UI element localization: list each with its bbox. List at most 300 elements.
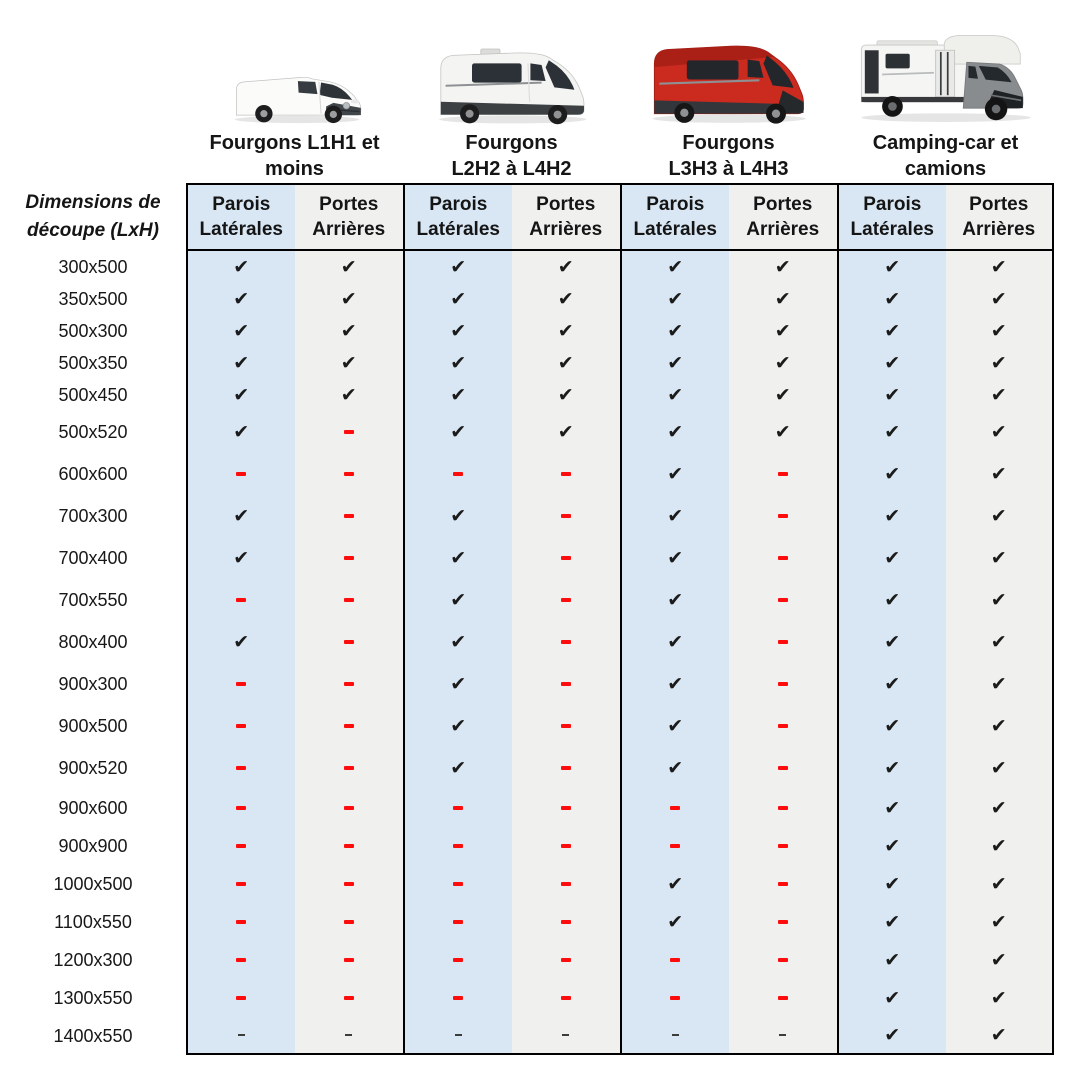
cell-600x600-l2h2-parois — [403, 453, 512, 495]
not-available-dash-icon — [344, 996, 354, 1000]
not-available-dash-icon — [453, 882, 463, 886]
not-available-dash-icon — [561, 844, 571, 848]
not-available-dash-icon — [344, 806, 354, 810]
check-icon: ✔ — [233, 420, 250, 443]
cell-500x300-l3h3-parois — [620, 315, 729, 347]
not-available-dash-icon — [453, 844, 463, 848]
check-icon: ✔ — [233, 319, 250, 342]
cell-900x520-cc-parois — [837, 747, 946, 789]
not-available-dash-icon — [344, 430, 354, 434]
cell-900x500-l3h3-portes — [729, 705, 838, 747]
cell-500x350-l2h2-parois — [403, 347, 512, 379]
cell-900x520-l3h3-parois — [620, 747, 729, 789]
row-dimension-label: 900x300 — [58, 673, 128, 694]
cell-1000x500-l2h2-parois — [403, 865, 512, 903]
cell-700x550-cc-parois — [837, 579, 946, 621]
row-dimension-label: 700x550 — [58, 589, 128, 610]
header-l2h2-portes: Portes Arrières — [512, 183, 621, 251]
cell-500x350-cc-portes — [946, 347, 1055, 379]
cell-1300x550-cc-portes — [946, 979, 1055, 1017]
check-icon: ✔ — [557, 319, 574, 342]
cell-1400x550-l3h3-portes — [729, 1017, 838, 1055]
not-available-dash-icon — [453, 472, 463, 476]
cell-700x400-l3h3-parois — [620, 537, 729, 579]
check-icon: ✔ — [667, 630, 684, 653]
group-header-cc — [837, 4, 1054, 185]
check-icon: ✔ — [233, 504, 250, 527]
vehicle-header-row — [0, 4, 1080, 183]
check-icon: ✔ — [667, 462, 684, 485]
cell-500x450-l3h3-parois — [620, 379, 729, 411]
cell-500x350-l3h3-portes — [729, 347, 838, 379]
not-available-dash-icon — [778, 556, 788, 560]
cell-600x600-cc-portes — [946, 453, 1055, 495]
check-icon: ✔ — [884, 756, 901, 779]
cell-900x500-l2h2-parois — [403, 705, 512, 747]
cell-900x520-l1h1-portes — [295, 747, 404, 789]
check-icon: ✔ — [990, 986, 1007, 1009]
cell-500x450-l1h1-portes — [295, 379, 404, 411]
row-dimension-label: 350x500 — [58, 288, 128, 309]
check-icon: ✔ — [450, 630, 467, 653]
row-dimension-label: 1100x550 — [54, 911, 132, 932]
not-available-dash-icon — [236, 682, 246, 686]
not-available-dash-icon — [561, 598, 571, 602]
check-icon: ✔ — [667, 287, 684, 310]
cell-800x400-l1h1-parois — [186, 621, 295, 663]
not-available-dash-icon — [561, 806, 571, 810]
check-icon: ✔ — [667, 756, 684, 779]
cell-700x550-cc-portes — [946, 579, 1055, 621]
cell-500x300-l1h1-parois — [186, 315, 295, 347]
check-icon: ✔ — [557, 351, 574, 374]
cell-1200x300-l2h2-parois — [403, 941, 512, 979]
cell-1200x300-l3h3-parois — [620, 941, 729, 979]
check-icon: ✔ — [884, 504, 901, 527]
cell-1100x550-cc-parois — [837, 903, 946, 941]
not-available-dash-icon — [344, 514, 354, 518]
row-dimension-label: 900x520 — [58, 757, 128, 778]
cell-800x400-cc-portes — [946, 621, 1055, 663]
cell-700x300-l3h3-portes — [729, 495, 838, 537]
header-l3h3-portes: Portes Arrières — [729, 183, 838, 251]
cell-500x520-l1h1-parois — [186, 411, 295, 453]
not-available-dash-icon — [778, 724, 788, 728]
cell-500x520-cc-portes — [946, 411, 1055, 453]
row-dimension-label: 500x520 — [58, 421, 128, 442]
check-icon: ✔ — [233, 351, 250, 374]
not-available-dash-icon — [778, 806, 788, 810]
not-available-dash-icon — [561, 640, 571, 644]
cell-600x600-l2h2-portes — [512, 453, 621, 495]
cell-900x900-l2h2-parois — [403, 827, 512, 865]
check-icon: ✔ — [990, 546, 1007, 569]
cell-600x600-cc-parois — [837, 453, 946, 495]
check-icon: ✔ — [450, 255, 467, 278]
high-roof-red-van-icon — [641, 4, 816, 126]
cell-700x400-l1h1-parois — [186, 537, 295, 579]
check-icon: ✔ — [990, 672, 1007, 695]
check-icon: ✔ — [450, 546, 467, 569]
cell-500x450-cc-portes — [946, 379, 1055, 411]
cell-350x500-l1h1-parois — [186, 283, 295, 315]
check-icon: ✔ — [233, 630, 250, 653]
group-name-l2h2: Fourgons L2H2 à L4H2 — [451, 132, 572, 180]
cell-350x500-l3h3-parois — [620, 283, 729, 315]
cell-300x500-l3h3-portes — [729, 251, 838, 283]
cell-1100x550-l1h1-portes — [295, 903, 404, 941]
cell-1300x550-l2h2-parois — [403, 979, 512, 1017]
not-available-dash-icon — [344, 472, 354, 476]
check-icon: ✔ — [884, 255, 901, 278]
cell-700x550-l1h1-parois — [186, 579, 295, 621]
not-available-dash-icon — [236, 844, 246, 848]
cell-300x500-l2h2-portes — [512, 251, 621, 283]
not-available-dash-icon — [561, 882, 571, 886]
group-name-cc: Camping-car et camions — [872, 132, 1019, 180]
check-icon: ✔ — [340, 383, 357, 406]
not-available-dash-icon — [344, 882, 354, 886]
check-icon: ✔ — [450, 420, 467, 443]
check-icon: ✔ — [340, 351, 357, 374]
cell-500x300-cc-portes — [946, 315, 1055, 347]
cell-1100x550-cc-portes — [946, 903, 1055, 941]
check-icon: ✔ — [667, 504, 684, 527]
check-icon: ✔ — [990, 796, 1007, 819]
check-icon: ✔ — [884, 546, 901, 569]
cell-700x300-cc-parois — [837, 495, 946, 537]
check-icon: ✔ — [990, 287, 1007, 310]
cell-700x550-l3h3-parois — [620, 579, 729, 621]
cell-1200x300-l1h1-portes — [295, 941, 404, 979]
check-icon: ✔ — [990, 714, 1007, 737]
compatibility-table — [0, 183, 1080, 1055]
cell-900x500-cc-parois — [837, 705, 946, 747]
cell-500x350-l1h1-portes — [295, 347, 404, 379]
check-icon: ✔ — [774, 319, 791, 342]
cell-700x300-l2h2-portes — [512, 495, 621, 537]
header-l1h1-parois: Parois Latérales — [186, 183, 295, 251]
not-available-dash-icon — [561, 556, 571, 560]
group-name-l1h1: Fourgons L1H1 et moins — [209, 132, 380, 180]
cell-900x520-l1h1-parois — [186, 747, 295, 789]
cell-900x520-l2h2-portes — [512, 747, 621, 789]
cell-1100x550-l3h3-parois — [620, 903, 729, 941]
cell-350x500-l1h1-portes — [295, 283, 404, 315]
check-icon: ✔ — [450, 672, 467, 695]
cell-900x300-cc-portes — [946, 663, 1055, 705]
cell-700x400-cc-portes — [946, 537, 1055, 579]
cell-1300x550-cc-parois — [837, 979, 946, 1017]
cell-1000x500-cc-parois — [837, 865, 946, 903]
not-available-dash-icon — [236, 766, 246, 770]
cell-600x600-l1h1-parois — [186, 453, 295, 495]
cell-350x500-l2h2-portes — [512, 283, 621, 315]
check-icon: ✔ — [884, 796, 901, 819]
check-icon: ✔ — [990, 834, 1007, 857]
check-icon: ✔ — [884, 420, 901, 443]
check-icon: ✔ — [450, 504, 467, 527]
top-left-spacer — [0, 4, 186, 185]
not-available-dash-icon — [561, 920, 571, 924]
cell-300x500-l1h1-parois — [186, 251, 295, 283]
check-icon: ✔ — [450, 319, 467, 342]
cell-900x600-l1h1-parois — [186, 789, 295, 827]
not-available-dash-icon — [561, 514, 571, 518]
header-cc-parois: Parois Latérales — [837, 183, 946, 251]
row-dimension-label: 900x900 — [58, 835, 128, 856]
check-icon: ✔ — [340, 255, 357, 278]
check-icon: ✔ — [450, 287, 467, 310]
cell-900x900-l1h1-parois — [186, 827, 295, 865]
check-icon: ✔ — [340, 287, 357, 310]
cell-900x500-l2h2-portes — [512, 705, 621, 747]
check-icon: ✔ — [233, 255, 250, 278]
cell-700x400-l1h1-portes — [295, 537, 404, 579]
check-icon: ✔ — [340, 319, 357, 342]
cell-700x300-l3h3-parois — [620, 495, 729, 537]
not-available-dash-icon — [344, 556, 354, 560]
check-icon: ✔ — [774, 351, 791, 374]
not-available-dash-icon — [344, 766, 354, 770]
cell-500x520-l1h1-portes — [295, 411, 404, 453]
check-icon: ✔ — [667, 910, 684, 933]
check-icon: ✔ — [233, 383, 250, 406]
not-available-dash-icon — [561, 996, 571, 1000]
cell-900x500-l1h1-parois — [186, 705, 295, 747]
group-header-l1h1 — [186, 4, 403, 185]
cell-900x300-l3h3-parois — [620, 663, 729, 705]
cell-500x450-l2h2-parois — [403, 379, 512, 411]
motorhome-icon — [851, 4, 1041, 126]
cell-300x500-l1h1-portes — [295, 251, 404, 283]
cell-900x600-l2h2-parois — [403, 789, 512, 827]
cell-1400x550-cc-portes — [946, 1017, 1055, 1055]
check-icon: ✔ — [884, 319, 901, 342]
check-icon: ✔ — [884, 287, 901, 310]
cell-900x520-cc-portes — [946, 747, 1055, 789]
check-icon: ✔ — [667, 588, 684, 611]
check-icon: ✔ — [450, 383, 467, 406]
cell-500x300-l1h1-portes — [295, 315, 404, 347]
check-icon: ✔ — [884, 948, 901, 971]
check-icon: ✔ — [884, 834, 901, 857]
row-dimension-label: 500x350 — [58, 352, 128, 373]
cell-500x520-l2h2-parois — [403, 411, 512, 453]
row-dimension-label: 800x400 — [58, 631, 128, 652]
check-icon: ✔ — [990, 462, 1007, 485]
check-icon: ✔ — [450, 714, 467, 737]
check-icon: ✔ — [884, 672, 901, 695]
cell-800x400-l2h2-portes — [512, 621, 621, 663]
cell-900x300-l2h2-portes — [512, 663, 621, 705]
not-available-dash-icon — [778, 640, 788, 644]
check-icon: ✔ — [667, 872, 684, 895]
cell-1200x300-cc-portes — [946, 941, 1055, 979]
not-available-dash-icon — [236, 724, 246, 728]
cell-350x500-l3h3-portes — [729, 283, 838, 315]
cell-500x520-l3h3-portes — [729, 411, 838, 453]
cell-350x500-cc-portes — [946, 283, 1055, 315]
cell-900x900-cc-parois — [837, 827, 946, 865]
cell-900x520-l3h3-portes — [729, 747, 838, 789]
check-icon: ✔ — [884, 588, 901, 611]
not-available-dash-icon — [778, 472, 788, 476]
cell-700x300-l1h1-parois — [186, 495, 295, 537]
not-available-dash-icon — [670, 806, 680, 810]
cell-1100x550-l1h1-parois — [186, 903, 295, 941]
row-dimension-label: 1200x300 — [53, 949, 133, 970]
not-available-dash-icon — [344, 640, 354, 644]
check-icon: ✔ — [667, 383, 684, 406]
check-icon: ✔ — [990, 420, 1007, 443]
cell-1300x550-l1h1-portes — [295, 979, 404, 1017]
row-dimension-label: 900x600 — [58, 797, 128, 818]
group-header-l2h2 — [403, 4, 620, 185]
check-icon: ✔ — [990, 255, 1007, 278]
cell-1100x550-l3h3-portes — [729, 903, 838, 941]
cell-900x600-l3h3-parois — [620, 789, 729, 827]
check-icon: ✔ — [884, 910, 901, 933]
cell-1400x550-l1h1-portes — [295, 1017, 404, 1055]
not-available-dash-icon — [236, 958, 246, 962]
cell-900x300-l3h3-portes — [729, 663, 838, 705]
cell-500x450-l2h2-portes — [512, 379, 621, 411]
cell-1300x550-l3h3-parois — [620, 979, 729, 1017]
check-icon: ✔ — [774, 383, 791, 406]
row-dimension-label: 1400x550 — [53, 1025, 133, 1046]
check-icon: ✔ — [990, 910, 1007, 933]
not-available-dash-icon — [453, 920, 463, 924]
check-icon: ✔ — [990, 588, 1007, 611]
cell-900x520-l2h2-parois — [403, 747, 512, 789]
cell-1100x550-l2h2-portes — [512, 903, 621, 941]
check-icon: ✔ — [667, 546, 684, 569]
row-dimension-label: 1300x550 — [53, 987, 133, 1008]
cell-500x350-cc-parois — [837, 347, 946, 379]
not-available-dash-icon — [561, 682, 571, 686]
group-header-l3h3 — [620, 4, 837, 185]
cell-1400x550-l1h1-parois — [186, 1017, 295, 1055]
cell-500x450-l1h1-parois — [186, 379, 295, 411]
cell-500x450-l3h3-portes — [729, 379, 838, 411]
cell-500x350-l1h1-parois — [186, 347, 295, 379]
check-icon: ✔ — [557, 287, 574, 310]
not-available-dash-icon — [670, 958, 680, 962]
cell-800x400-l1h1-portes — [295, 621, 404, 663]
header-l3h3-parois: Parois Latérales — [620, 183, 729, 251]
cell-500x520-l3h3-parois — [620, 411, 729, 453]
muted-dash-icon — [672, 1034, 679, 1036]
not-available-dash-icon — [561, 472, 571, 476]
row-dimension-label: 900x500 — [58, 715, 128, 736]
group-name-l3h3: Fourgons L3H3 à L4H3 — [668, 132, 789, 180]
check-icon: ✔ — [990, 630, 1007, 653]
cell-900x900-l1h1-portes — [295, 827, 404, 865]
cell-900x300-l1h1-portes — [295, 663, 404, 705]
check-icon: ✔ — [667, 714, 684, 737]
check-icon: ✔ — [774, 287, 791, 310]
cell-700x400-l2h2-portes — [512, 537, 621, 579]
not-available-dash-icon — [778, 766, 788, 770]
check-icon: ✔ — [990, 319, 1007, 342]
cell-1000x500-l3h3-portes — [729, 865, 838, 903]
not-available-dash-icon — [778, 598, 788, 602]
cell-350x500-l2h2-parois — [403, 283, 512, 315]
cell-500x520-cc-parois — [837, 411, 946, 453]
cell-1200x300-l2h2-portes — [512, 941, 621, 979]
not-available-dash-icon — [670, 844, 680, 848]
check-icon: ✔ — [667, 351, 684, 374]
cell-900x600-l2h2-portes — [512, 789, 621, 827]
row-dimension-label: 600x600 — [58, 463, 128, 484]
not-available-dash-icon — [344, 598, 354, 602]
cell-1100x550-l2h2-parois — [403, 903, 512, 941]
cell-600x600-l3h3-portes — [729, 453, 838, 495]
cell-700x400-l3h3-portes — [729, 537, 838, 579]
check-icon: ✔ — [884, 1023, 901, 1046]
header-l2h2-parois: Parois Latérales — [403, 183, 512, 251]
check-icon: ✔ — [884, 462, 901, 485]
cell-1000x500-l2h2-portes — [512, 865, 621, 903]
cell-900x300-l2h2-parois — [403, 663, 512, 705]
not-available-dash-icon — [453, 806, 463, 810]
not-available-dash-icon — [344, 920, 354, 924]
row-dimension-label: 300x500 — [58, 256, 128, 277]
check-icon: ✔ — [990, 351, 1007, 374]
check-icon: ✔ — [450, 756, 467, 779]
cell-800x400-l3h3-portes — [729, 621, 838, 663]
cell-500x300-cc-parois — [837, 315, 946, 347]
cell-900x300-cc-parois — [837, 663, 946, 705]
not-available-dash-icon — [778, 920, 788, 924]
cell-700x550-l2h2-parois — [403, 579, 512, 621]
cell-1300x550-l1h1-parois — [186, 979, 295, 1017]
check-icon: ✔ — [884, 351, 901, 374]
not-available-dash-icon — [561, 766, 571, 770]
cell-700x300-cc-portes — [946, 495, 1055, 537]
not-available-dash-icon — [670, 996, 680, 1000]
cell-1000x500-l1h1-parois — [186, 865, 295, 903]
not-available-dash-icon — [236, 920, 246, 924]
cell-900x600-cc-parois — [837, 789, 946, 827]
header-l1h1-portes: Portes Arrières — [295, 183, 404, 251]
check-icon: ✔ — [884, 383, 901, 406]
not-available-dash-icon — [344, 958, 354, 962]
cell-500x350-l2h2-portes — [512, 347, 621, 379]
cell-700x550-l3h3-portes — [729, 579, 838, 621]
cell-1400x550-cc-parois — [837, 1017, 946, 1055]
cell-900x600-l1h1-portes — [295, 789, 404, 827]
check-icon: ✔ — [990, 872, 1007, 895]
cell-1000x500-l3h3-parois — [620, 865, 729, 903]
check-icon: ✔ — [557, 420, 574, 443]
check-icon: ✔ — [990, 756, 1007, 779]
check-icon: ✔ — [884, 872, 901, 895]
not-available-dash-icon — [561, 724, 571, 728]
not-available-dash-icon — [778, 996, 788, 1000]
cell-900x500-cc-portes — [946, 705, 1055, 747]
muted-dash-icon — [562, 1034, 569, 1036]
cell-300x500-cc-portes — [946, 251, 1055, 283]
cell-500x350-l3h3-parois — [620, 347, 729, 379]
row-dimension-label: 1000x500 — [53, 873, 133, 894]
high-roof-white-van-icon — [428, 4, 596, 126]
muted-dash-icon — [238, 1034, 245, 1036]
not-available-dash-icon — [561, 958, 571, 962]
check-icon: ✔ — [450, 351, 467, 374]
row-dimension-label: 700x300 — [58, 505, 128, 526]
